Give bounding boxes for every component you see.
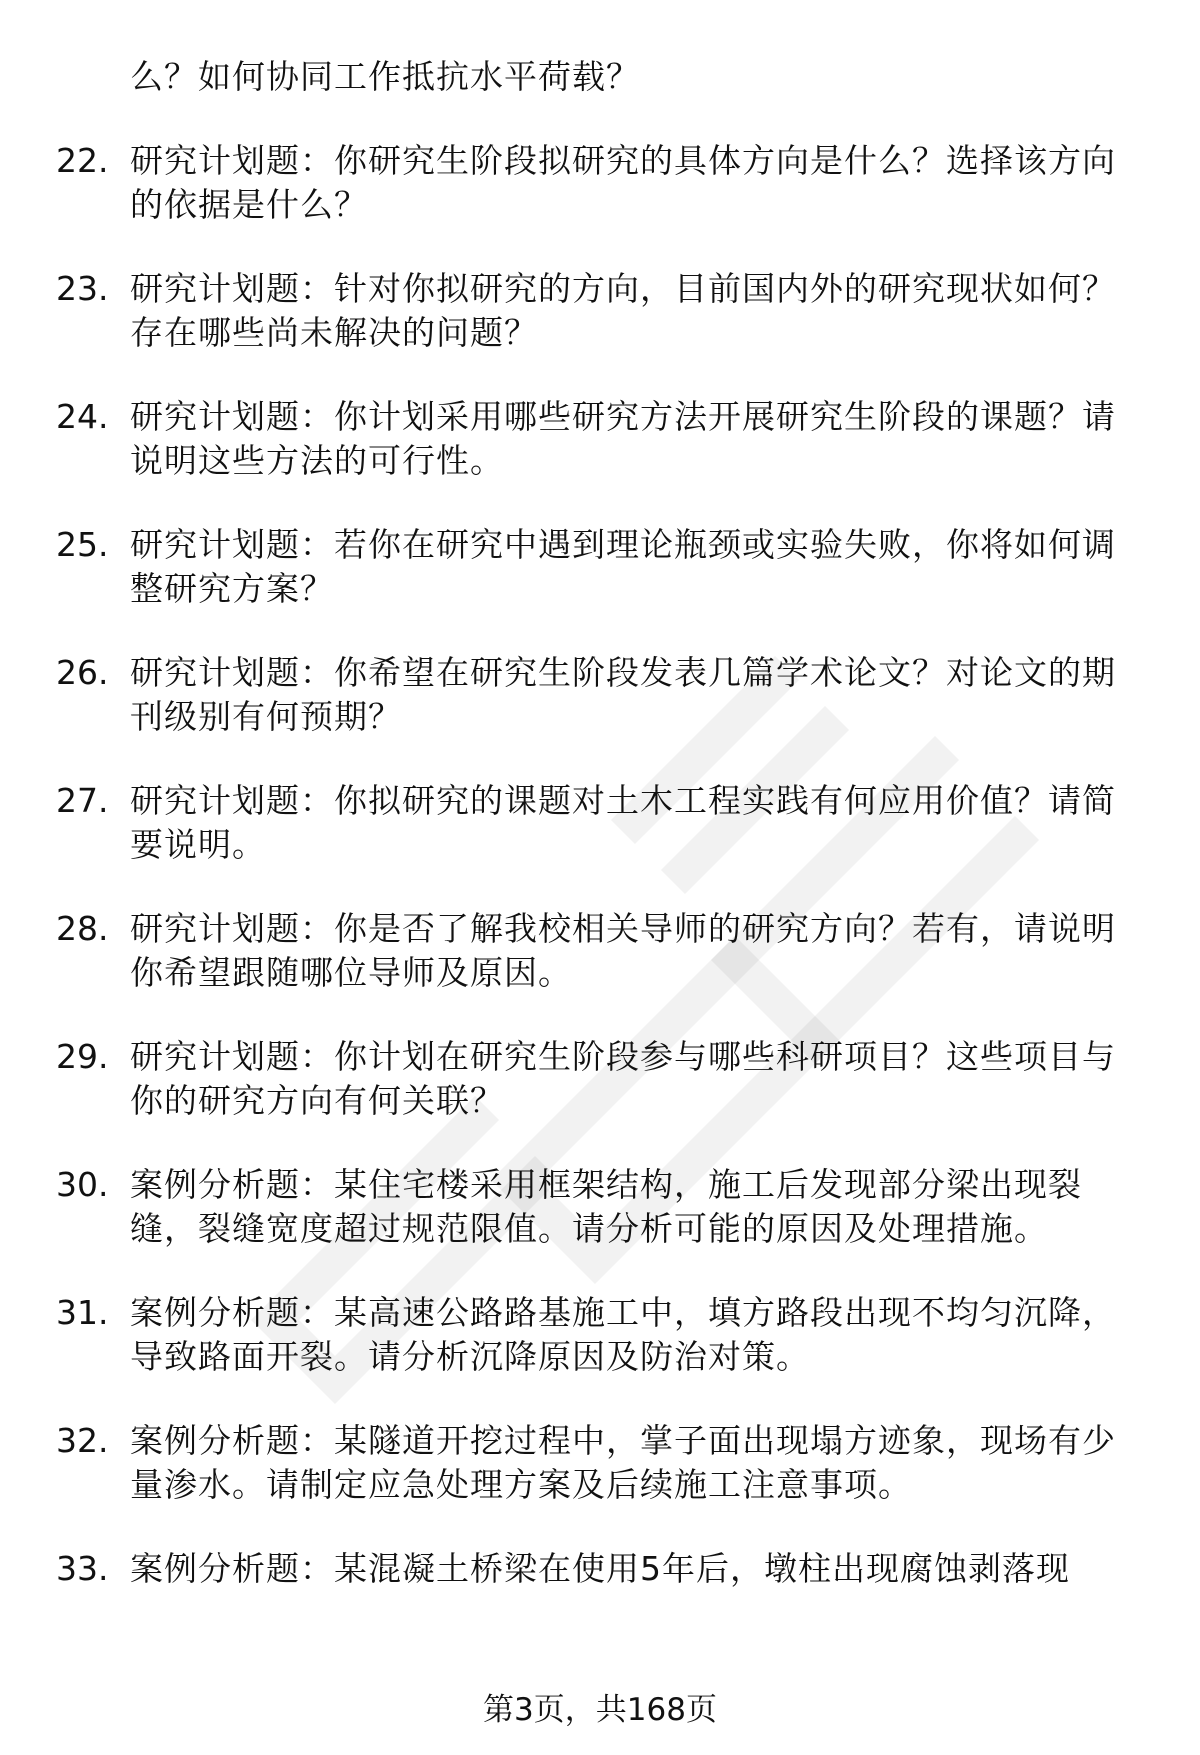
list-item: [0, 1163, 1200, 1251]
item-number: 33.: [56, 1549, 109, 1588]
item-text: 么？如何协同工作抵抗水平荷载？: [130, 57, 640, 96]
list-item: [0, 907, 1200, 995]
item-text: 研究计划题：你计划在研究生阶段参与哪些科研项目？这些项目与你的研究方向有何关联？: [130, 1037, 1116, 1120]
item-number: 31.: [56, 1293, 109, 1332]
list-item: [0, 1547, 1200, 1591]
list-item: [0, 267, 1200, 355]
item-text: 研究计划题：针对你拟研究的方向，目前国内外的研究现状如何？存在哪些尚未解决的问题？: [130, 269, 1116, 352]
item-text: 研究计划题：你研究生阶段拟研究的具体方向是什么？选择该方向的依据是什么？: [130, 141, 1116, 224]
item-number: 23.: [56, 269, 109, 308]
item-text: 研究计划题：你拟研究的课题对土木工程实践有何应用价值？请简要说明。: [130, 781, 1116, 864]
item-number: 25.: [56, 525, 109, 564]
item-text: 研究计划题：你计划采用哪些研究方法开展研究生阶段的课题？请说明这些方法的可行性。: [130, 397, 1116, 480]
list-item: [0, 55, 1200, 99]
item-number: 32.: [56, 1421, 109, 1460]
item-text: 案例分析题：某隧道开挖过程中，掌子面出现塌方迹象，现场有少量渗水。请制定应急处理方案及后续施工注意事项。: [130, 1421, 1116, 1504]
list-item: [0, 523, 1200, 611]
item-number: 28.: [56, 909, 109, 948]
item-number: 22.: [56, 141, 109, 180]
list-item: [0, 1419, 1200, 1507]
list-item: [0, 1291, 1200, 1379]
list-item: [0, 651, 1200, 739]
page-footer: 第3页，共168页: [483, 1692, 717, 1728]
question-list: [0, 55, 1200, 1631]
list-item: [0, 395, 1200, 483]
item-text: 案例分析题：某混凝土桥梁在使用5年后，墩柱出现腐蚀剥落现: [130, 1549, 1070, 1588]
item-text: 研究计划题：你希望在研究生阶段发表几篇学术论文？对论文的期刊级别有何预期？: [130, 653, 1116, 736]
list-item: [0, 779, 1200, 867]
item-number: 30.: [56, 1165, 109, 1204]
item-text: 案例分析题：某高速公路路基施工中，填方路段出现不均匀沉降，导致路面开裂。请分析沉降原因及防治对策。: [130, 1293, 1116, 1376]
item-text: 研究计划题：你是否了解我校相关导师的研究方向？若有，请说明你希望跟随哪位导师及原因。: [130, 909, 1116, 992]
list-item: [0, 139, 1200, 227]
item-text: 案例分析题：某住宅楼采用框架结构，施工后发现部分梁出现裂缝，裂缝宽度超过规范限值。请分析可能的原因及处理措施。: [130, 1165, 1082, 1248]
list-item: [0, 1035, 1200, 1123]
item-number: 29.: [56, 1037, 109, 1076]
item-number: 24.: [56, 397, 109, 436]
item-text: 研究计划题：若你在研究中遇到理论瓶颈或实验失败，你将如何调整研究方案？: [130, 525, 1116, 608]
item-number: 27.: [56, 781, 109, 820]
item-number: 26.: [56, 653, 109, 692]
